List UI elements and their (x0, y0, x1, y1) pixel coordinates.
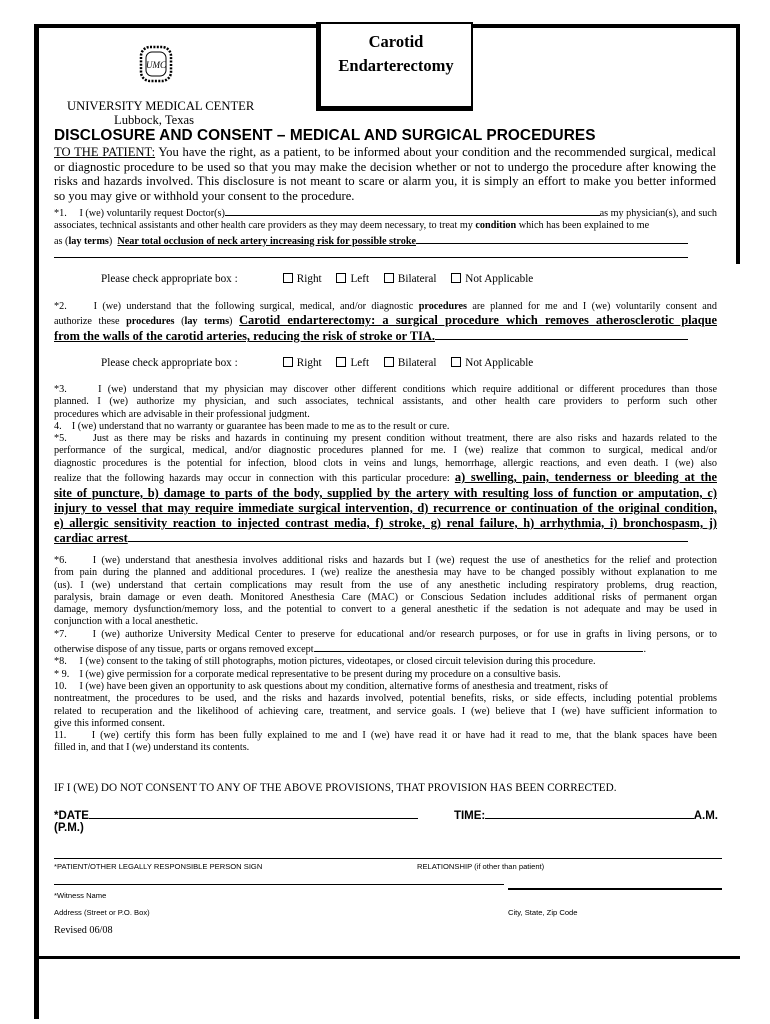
item-4: 4. I (we) understand that no warranty or guarantee has been made to me as to the result or cure. (54, 420, 450, 432)
condition-description: Near total occlusion of neck artery increasing risk for possible stroke (117, 235, 417, 247)
patient-signature-line[interactable] (54, 858, 722, 859)
check-bilateral-label-2: Bilateral (397, 357, 437, 369)
checkbox-bilateral-2[interactable] (384, 357, 437, 369)
checkbox-right-1[interactable] (283, 273, 322, 285)
item-1-text-d-end: ) (108, 235, 118, 247)
item-5-line-2: performance of the surgical, medical, and/or diagnostic procedures planned for me. I (we) realize that common to surgical, medical and/or (54, 445, 717, 457)
item-2-line-2 (54, 313, 717, 329)
item-2-text-b: authorize these (54, 316, 127, 328)
no-consent-statement: IF I (WE) DO NOT CONSENT TO ANY OF THE ABOVE PROVISIONS, THAT PROVISION HAS BEEN CORRECTED. (54, 782, 617, 794)
item-2-line-1 (54, 301, 717, 313)
witness-line[interactable] (54, 884, 504, 885)
item-6-line-4: paralysis, brain damage or even death. Monitored Anesthesia Care (MAC) or Conscious Sedation includes additional risks of permanent organ (54, 591, 717, 603)
item-1-text-b: as my physician(s), and such (599, 208, 717, 219)
check-bilateral-label: Bilateral (397, 273, 437, 285)
patient-sign-label: *PATIENT/OTHER LEGALLY RESPONSIBLE PERSON SIGN (54, 862, 263, 871)
check-label-1: Please check appropriate box : (101, 273, 238, 285)
item-3-line-1: *3. I (we) understand that my physician may discover other different conditions which require additional or different procedures than those (54, 384, 717, 395)
intro-text-1: You have the right, as a patient, to be informed about your condition and the recommended surgical, medical (155, 145, 716, 159)
check-label-2: Please check appropriate box : (101, 357, 238, 369)
procedure-field-rest[interactable] (435, 329, 688, 340)
date-label: *DATE (54, 810, 89, 822)
checkbox-left-2[interactable] (336, 357, 369, 369)
doctor-name-field[interactable] (225, 205, 600, 216)
intro-paragraph (54, 145, 716, 203)
date-field[interactable] (89, 808, 418, 819)
checkbox-na-2[interactable] (451, 357, 533, 369)
item-2-procedures: procedures (418, 301, 467, 312)
item-8: *8. I (we) consent to the taking of still photographs, motion pictures, videotapes, or closed circuit television during this procedure. (54, 656, 596, 668)
check-right-label-2: Right (296, 357, 322, 369)
item-1-text-a: *1. I (we) voluntarily request Doctor(s) (54, 208, 225, 219)
time-label: TIME: (453, 810, 486, 822)
risk-line-1: a) swelling, pain, tenderness or bleeding at the (454, 470, 717, 485)
address-label: Address (Street or P.O. Box) (54, 908, 150, 917)
item-2-text-b-end: ) (229, 316, 233, 328)
item-1-text-c-end: which has been explained to me (516, 220, 650, 232)
item-1-extra-line[interactable] (54, 257, 688, 258)
check-left-label: Left (350, 273, 370, 285)
item-2-procedures-2: procedures (126, 316, 175, 328)
item-2 (54, 301, 717, 343)
left-frame-bar (34, 24, 39, 1019)
item-7-text-2: otherwise dispose of any tissue, parts or organs removed except (54, 644, 314, 656)
procedure-title-line2: Endarterectomy (338, 56, 454, 75)
item-6-line-1: *6. I (we) understand that anesthesia involves additional risks and hazards but I (we) request the use of anesthetics for the relief and protection (54, 555, 717, 566)
revised-date: Revised 06/08 (54, 925, 113, 936)
intro-lead: TO THE PATIENT: (54, 145, 156, 159)
item-1-line-2 (54, 220, 717, 232)
check-na-label-2: Not Applicable (465, 357, 534, 369)
risk-line-4: e) allergic sensitivity reaction to injected contrast media, f) stroke, g) renal failure, h) arrhythmia, i) bronchospasm, j) (54, 516, 717, 531)
item-5-line-4 (54, 470, 717, 486)
item-10-line-2: nontreatment, the procedures to be used, and the risks and hazards involved, potential benefits, risks, or side effects, including potential problems (54, 693, 717, 705)
risk-line-5: cardiac arrest (54, 531, 128, 546)
item-11-line-1: 11. I (we) certify this form has been fully explained to me and I (we) have read it or have had it read to me, that the blank spaces have been (54, 730, 717, 742)
intro-line-3: risks and hazards involved. This disclosure is not meant to scare or alarm you, it is simply an effort to make you better informed (54, 174, 716, 189)
item-1-text-c: associates, technical assistants and other health care providers as they may deem necessary, to treat my (54, 220, 476, 232)
item-6-line-5: damage, memory dysfunction/memory loss, and the potential to convert to a general anesthetic if the sedation is not adequate and may be used in (54, 604, 717, 616)
right-frame-bar (736, 24, 740, 264)
item-1-line-1 (54, 205, 717, 220)
umc-logo (139, 45, 173, 83)
risk-line-2: site of puncture, b) damage to parts of the body, supplied by the artery with resulting loss of function or amputation, c) (54, 486, 717, 501)
item-2-text-a: *2. I (we) understand that the following surgical, medical, and/or diagnostic (54, 301, 419, 312)
items-6-to-11 (54, 555, 717, 755)
item-6-line-2: from pain during the planned and additional procedures. I (we) realize the anesthesia may have to be changed possibly without explanation to me (54, 567, 717, 579)
item-3-line-2: planned. I (we) authorize my physician, and such associates, technical assistants, and other health care providers to perform such other (54, 396, 717, 408)
item-5-line-1: *5. Just as there may be risks and hazards in continuing my present condition without treatment, there are also risks and hazards related to the (54, 433, 717, 445)
svg-text:UMC: UMC (146, 60, 166, 70)
procedure-title-box (316, 22, 473, 111)
item-5-line-3: diagnostic procedures is the potential for infection, blood clots in veins and lungs, hemorrhage, allergic reactions, and even death. I (we) also (54, 457, 717, 469)
items-3-to-5 (54, 384, 717, 546)
procedure-title-line1: Carotid (368, 32, 424, 51)
item-11-line-2: filled in, and that I (we) understand its contents. (54, 742, 250, 754)
checkbox-left-1[interactable] (336, 273, 369, 285)
check-right-label: Right (296, 273, 322, 285)
relationship-label: RELATIONSHIP (if other than patient) (417, 862, 545, 871)
intro-line-2: or diagnostic procedure to be used so that you may make the decision whether or not to undergo the procedure after knowing the (54, 159, 716, 174)
intro-line-4: so you may give or withhold your consent to the procedure. (54, 188, 355, 203)
check-left-label-2: Left (350, 357, 370, 369)
witness-label: *Witness Name (54, 891, 107, 900)
item-1-text-d: as ( (54, 235, 69, 247)
item-2-text-b-mid: ( (174, 316, 185, 328)
risk-field-rest[interactable] (128, 531, 688, 542)
item-1-line-3 (54, 233, 688, 248)
item-6-line-6: conjunction with a local anesthetic. (54, 616, 198, 628)
item-2-line-3 (54, 329, 688, 342)
item-10-line-4: give this informed consent. (54, 717, 165, 729)
item-7-line-1: *7. I (we) authorize University Medical Center to preserve for educational and/or research purposes, or for use in grafts in living persons, or to (54, 628, 717, 640)
item-6-line-3: (us). I (we) understand that certain complications may result from the use of any anesthetic including respiratory problems, drug reaction, (54, 579, 717, 591)
city-label: City, State, Zip Code (508, 908, 578, 917)
form-title: DISCLOSURE AND CONSENT – MEDICAL AND SURGICAL PROCEDURES (54, 127, 596, 144)
pm-label: (P.M.) (54, 822, 84, 834)
item-7-line-2: otherwise dispose of any tissue, parts or organs removed except . (54, 641, 646, 656)
item-1-lay-terms: lay terms (68, 235, 109, 247)
top-frame-rule (34, 24, 322, 28)
relationship-line[interactable] (508, 888, 722, 890)
condition-field-rest[interactable] (416, 233, 688, 244)
intro-line-1 (54, 145, 716, 160)
item-2-text-a-end: are planned for me and I (we) voluntarily consent and (466, 301, 717, 312)
item-10-line-3: related to recuperation and the likelihood of achieving care, treatment, and service goals. I (we) believe that I (we) have sufficient information to (54, 705, 717, 717)
risk-line-5-row (54, 531, 688, 546)
check-row-1 (101, 273, 541, 285)
time-field[interactable] (485, 808, 693, 819)
top-frame-rule-right (470, 24, 740, 28)
procedure-description-1: Carotid endarterectomy: a surgical procedure which removes atherosclerotic plaque (239, 313, 718, 328)
bottom-frame-rule (34, 956, 740, 959)
item-1 (54, 205, 717, 248)
item-1-condition: condition (475, 220, 517, 232)
item-10-line-1: 10. I (we) have been given an opportunity to ask questions about my condition, alternative forms of anesthesia and treatment, risks of (54, 680, 608, 692)
org-city: Lubbock, Texas (114, 113, 195, 127)
procedure-description-2: from the walls of the carotid arteries, reducing the risk of stroke or TIA. (54, 329, 435, 344)
risk-line-3: injury to vessel that may require immediate surgical intervention, d) recurrence or continuation of the original condition, (54, 501, 717, 516)
org-name: UNIVERSITY MEDICAL CENTER (67, 99, 255, 113)
checkbox-na-1[interactable] (451, 273, 533, 285)
item-3-line-3: procedures which are advisable in their professional judgment. (54, 408, 310, 420)
check-na-label: Not Applicable (465, 273, 534, 285)
date-row (54, 808, 718, 822)
am-label: A.M. (693, 810, 718, 822)
tissue-exception-field[interactable] (314, 641, 644, 652)
checkbox-right-2[interactable] (283, 357, 322, 369)
checkbox-bilateral-1[interactable] (384, 273, 437, 285)
item-9: * 9. I (we) give permission for a corporate medical representative to be present during my procedure on a consultive basis. (54, 668, 561, 680)
item-2-lay-terms: lay terms (184, 316, 230, 328)
item-5-text-4: realize that the following hazards may occur in connection with this particular procedure: (54, 473, 455, 485)
check-row-2 (101, 357, 541, 369)
